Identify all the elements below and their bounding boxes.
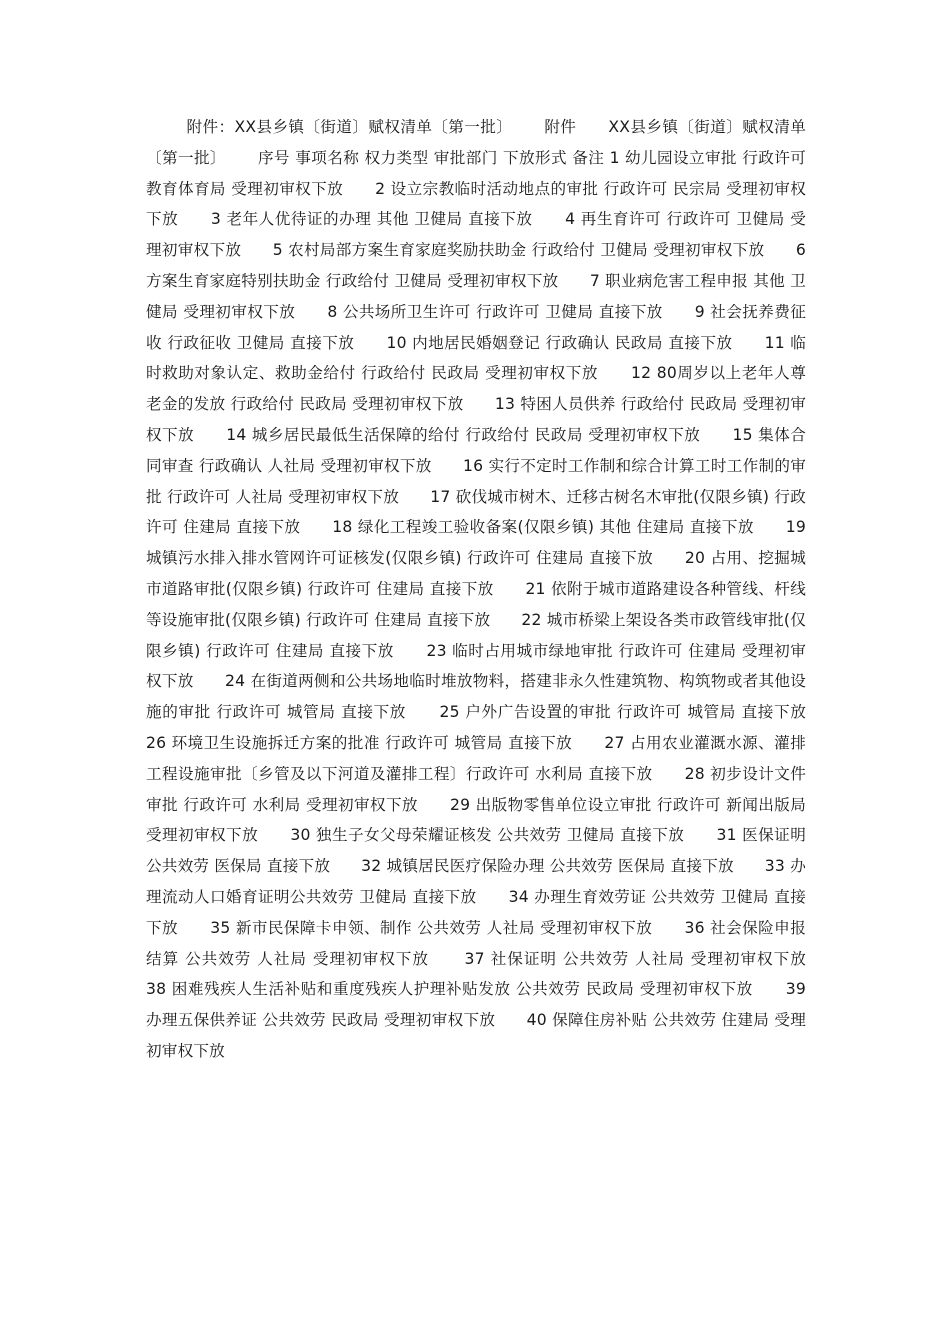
document-body-text: 附件：XX县乡镇〔街道〕赋权清单〔第一批〕 附件 XX县乡镇〔街道〕赋权清单〔第一批〕 序号 事项名称 权力类型 审批部门 下放形式 备注 1 幼儿园设立审批 行政许可 教育体育局 受理初审权下放 2 设立宗教临时活动地点的审批 行政许可 民宗局 受理初审权下放 3 老年人优待证的办理 其他 卫健局 直接下放 4 再生育许可 行政许可 卫健局 受理初审权下放 5 农村局部方案生育家庭奖励扶助金 行政给付 卫健局 受理初审权下放 6 方案生育家庭特别扶助金 行政给付 卫健局 受理初审权下放 7 职业病危害工程申报 其他 卫健局 受理初审权下放 8 公共场所卫生许可 行政许可 卫健局 直接下放 9 社会抚养费征收 行政征收 卫健局 直接下放 10 内地居民婚姻登记 行政确认 民政局 直接下放 11 临时救助对象认定、救助金给付 行政给付 民政局 受理初审权下放 12 80周岁以上老年人尊老金的发放 行政给付 民政局 受理初审权下放 13 特困人员供养 行政给付 民政局 受理初审权下放 14 城乡居民最低生活保障的给付 行政给付 民政局 受理初审权下放 15 集体合同审查 行政确认 人社局 受理初审权下放 16 实行不定时工作制和综合计算工时工作制的审批 行政许可 人社局 受理初审权下放 17 砍伐城市树木、迁移古树名木审批(仅限乡镇) 行政许可 住建局 直接下放 18 绿化工程竣工验收备案(仅限乡镇) 其他 住建局 直接下放 19 城镇污水排入排水管网许可证核发(仅限乡镇) 行政许可 住建局 直接下放 20 占用、挖掘城市道路审批(仅限乡镇) 行政许可 住建局 直接下放 21 依附于城市道路建设各种管线、杆线等设施审批(仅限乡镇) 行政许可 住建局 直接下放 22 城市桥梁上架设各类市政管线审批(仅限乡镇) 行政许可 住建局 直接下放 23 临时占用城市绿地审批 行政许可 住建局 受理初审权下放 24 在街道两侧和公共场地临时堆放物料，搭建非永久性建筑物、构筑物或者其他设施的审批 行政许可 城管局 直接下放 25 户外广告设置的审批 行政许可 城管局 直接下放 26 环境卫生设施拆迁方案的批准 行政许可 城管局 直接下放 27 占用农业灌溉水源、灌排工程设施审批〔乡管及以下河道及灌排工程〕行政许可 水利局 直接下放 28 初步设计文件审批 行政许可 水利局 受理初审权下放 29 出版物零售单位设立审批 行政许可 新闻出版局 受理初审权下放 30 独生子女父母荣耀证核发 公共效劳 卫健局 直接下放 31 医保证明 公共效劳 医保局 直接下放 32 城镇居民医疗保险办理 公共效劳 医保局 直接下放 33 办理流动人口婚育证明公共效劳 卫健局 直接下放 34 办理生育效劳证 公共效劳 卫健局 直接下放 35 新市民保障卡申领、制作 公共效劳 人社局 受理初审权下放 36 社会保险申报结算 公共效劳 人社局 受理初审权下放 37 社保证明 公共效劳 人社局 受理初审权下放 38 困难残疾人生活补贴和重度残疾人护理补贴发放 公共效劳 民政局 受理初审权下放 39 办理五保供养证 公共效劳 民政局 受理初审权下放 40 保障住房补贴 公共效劳 住建局 受理初审权下放 <box>146 118 837 1060</box>
